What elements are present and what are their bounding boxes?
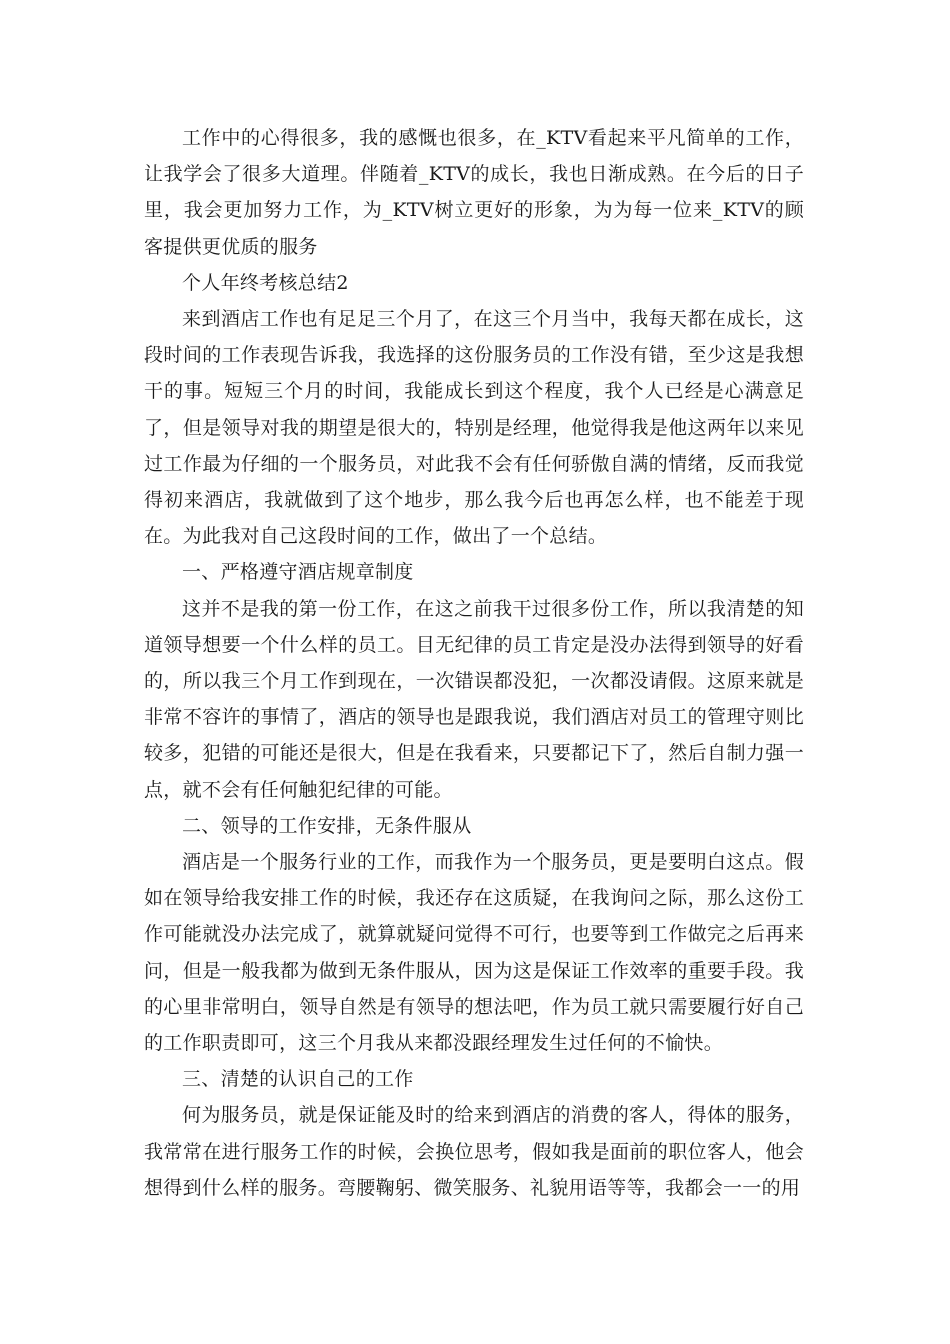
section-heading-obey: 二、领导的工作安排，无条件服从 [182,814,472,837]
paragraph-rules: 这并不是我的第一份工作，在这之前我干过很多份工作，所以我清楚的知道领导想要一个什么样的员工。目无纪律的员工肯定是没办法得到领导的好看的，所以我三个月工作到现在，一次错误都没犯，一次都没请假。这原来就是非常不容许的事情了，酒店的领导也是跟我说，我们酒店对员工的管理守则比较多，犯错的可能还是很大，但是在我看来，只要都记下了，然后自制力强一点，就不会有任何触犯纪律的可能。 [144,597,804,801]
section-heading-summary-2: 个人年终考核总结2 [182,271,349,294]
paragraph-ktv-summary: 工作中的心得很多，我的感慨也很多，在_KTV看起来平凡简单的工作，让我学会了很多大道理。伴随着_KTV的成长，我也日渐成熟。在今后的日子里，我会更加努力工作，为_KTV树立更好的形象，为为每一位来_KTV的顾客提供更优质的服务 [144,127,804,258]
section-heading-rules: 一、严格遵守酒店规章制度 [182,561,414,584]
paragraph-understand: 何为服务员，就是保证能及时的给来到酒店的消费的客人，得体的服务，我常常在进行服务工作的时候，会换位思考，假如我是面前的职位客人，他会想得到什么样的服务。弯腰鞠躬、微笑服务、礼貌用语等等，我都会一一的用 [144,1104,804,1199]
paragraph-hotel-intro: 来到酒店工作也有足足三个月了，在这三个月当中，我每天都在成长，这段时间的工作表现告诉我，我选择的这份服务员的工作没有错，至少这是我想干的事。短短三个月的时间，我能成长到这个程度，我个人已经是心满意足了，但是领导对我的期望是很大的，特别是经理，他觉得我是他这两年以来见过工作最为仔细的一个服务员，对此我不会有任何骄傲自满的情绪，反而我觉得初来酒店，我就做到了这个地步，那么我今后也再怎么样，也不能差于现在。为此我对自己这段时间的工作，做出了一个总结。 [144,308,804,548]
section-heading-understand: 三、清楚的认识自己的工作 [182,1068,414,1091]
paragraph-obey: 酒店是一个服务行业的工作，而我作为一个服务员，更是要明白这点。假如在领导给我安排工作的时候，我还存在这质疑，在我询问之际，那么这份工作可能就没办法完成了，就算就疑问觉得不可行，也要等到工作做完之后再来问，但是一般我都为做到无条件服从，因为这是保证工作效率的重要手段。我的心里非常明白，领导自然是有领导的想法吧，作为员工就只需要履行好自己的工作职责即可，这三个月我从来都没跟经理发生过任何的不愉快。 [144,851,804,1055]
document-body [144,120,804,1206]
